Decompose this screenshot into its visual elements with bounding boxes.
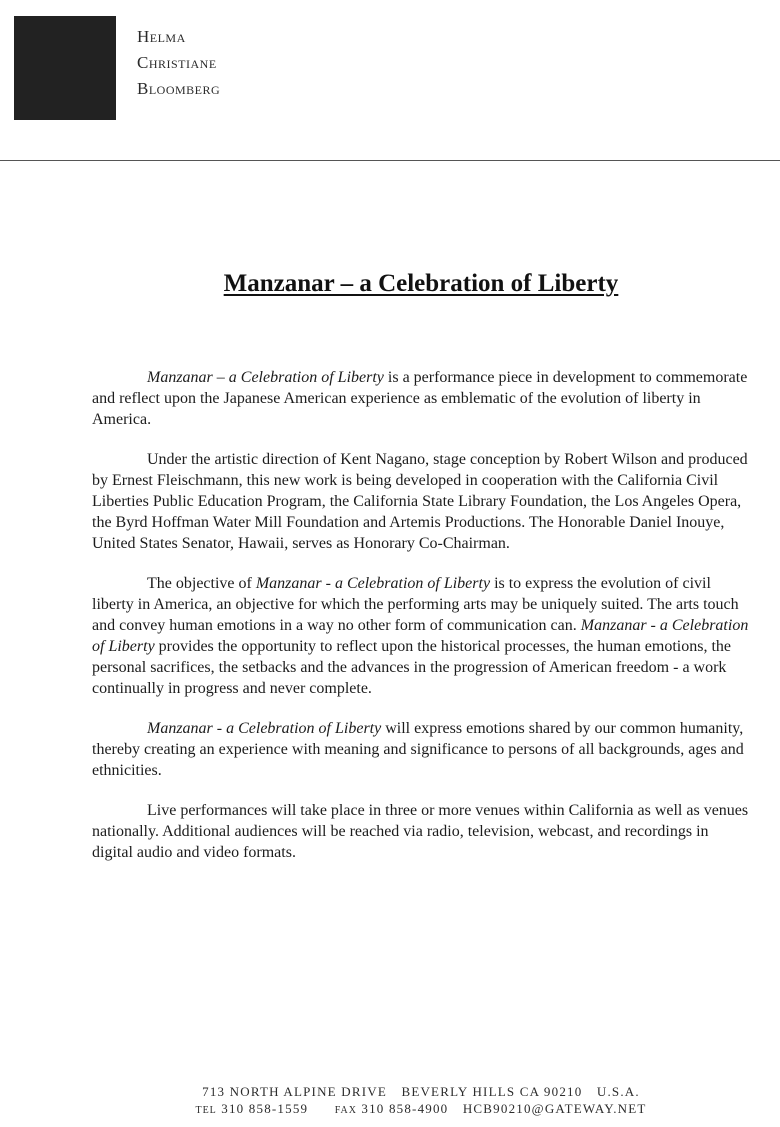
paragraph-3 [92, 573, 752, 699]
paragraph-4-italic-title: Manzanar - a Celebration of Liberty [147, 720, 382, 737]
footer-address-row [0, 1083, 780, 1100]
letterhead-name-line2: Christiane [137, 53, 217, 72]
paragraph-3-italic-title-a: Manzanar - a Celebration of Liberty [255, 575, 491, 592]
document-body [92, 367, 752, 882]
footer-street: 713 NORTH ALPINE DRIVE [202, 1084, 387, 1099]
footer-contact-row [0, 1100, 780, 1119]
footer-fax-label: FAX [334, 1105, 357, 1116]
paragraph-2 [92, 449, 752, 554]
paragraph-5 [92, 800, 752, 863]
letterhead-name-line1: Helma [137, 27, 186, 46]
paragraph-3-text-c: provides the opportunity to reflect upon the historical processes, the human emotions, the personal sacrifices, the setbacks and the advances in the progression of American freedom - a work continually in progress and never complete. [92, 638, 731, 697]
letterhead-footer [0, 1083, 780, 1119]
paragraph-2-text: Under the artistic direction of Kent Nagano, stage conception by Robert Wilson and produced by Ernest Fleischmann, this new work is being developed in cooperation with the California Civil Liberties Public Education Program, the California State Library Foundation, the Los Angeles Opera, the Byrd Hoffman Water Mill Foundation and Artemis Productions. The Honorable Daniel Inouye, United States Senator, Hawaii, serves as Honorary Co-Chairman. [92, 451, 748, 552]
letterhead-logo-block [14, 16, 116, 120]
paragraph-5-text: Live performances will take place in three or more venues within California as well as venues nationally. Additional audiences will be reached via radio, television, webcast, and recordings in digital audio and video formats. [92, 802, 749, 861]
footer-country: U.S.A. [596, 1084, 640, 1099]
paragraph-4-text: will express emotions shared by our common humanity, thereby creating an experience with meaning and significance to persons of all backgrounds, ages and ethnicities. [92, 720, 744, 779]
paragraph-3-text-a: The objective of [147, 575, 256, 592]
letterhead-name [137, 24, 220, 102]
paragraph-4 [92, 718, 752, 781]
footer-fax: 310 858-4900 [361, 1101, 449, 1116]
paragraph-1-italic-title: Manzanar – a Celebration of Liberty [147, 369, 384, 386]
paragraph-1-text: is a performance piece in development to commemorate and reflect upon the Japanese American experience as emblematic of the evolution of liberty in America. [92, 369, 748, 428]
footer-email: HCB90210@GATEWAY.NET [462, 1101, 647, 1116]
letterhead-name-line3: Bloomberg [137, 79, 221, 98]
paragraph-3-italic-title-b: Manzanar - a Celebration of Liberty [92, 617, 749, 655]
paragraph-3-text-b: is to express the evolution of civil liberty in America, an objective for which the performing arts may be uniquely suited. The arts touch and convey human emotions in a way no other form of communication can. [92, 575, 739, 634]
footer-tel-label: TEL [195, 1105, 217, 1116]
paragraph-1 [92, 367, 752, 430]
footer-city: BEVERLY HILLS CA 90210 [401, 1084, 583, 1099]
header-divider [0, 160, 780, 161]
footer-tel: 310 858-1559 [221, 1101, 309, 1116]
document-title: Manzanar – a Celebration of Liberty [223, 270, 619, 297]
